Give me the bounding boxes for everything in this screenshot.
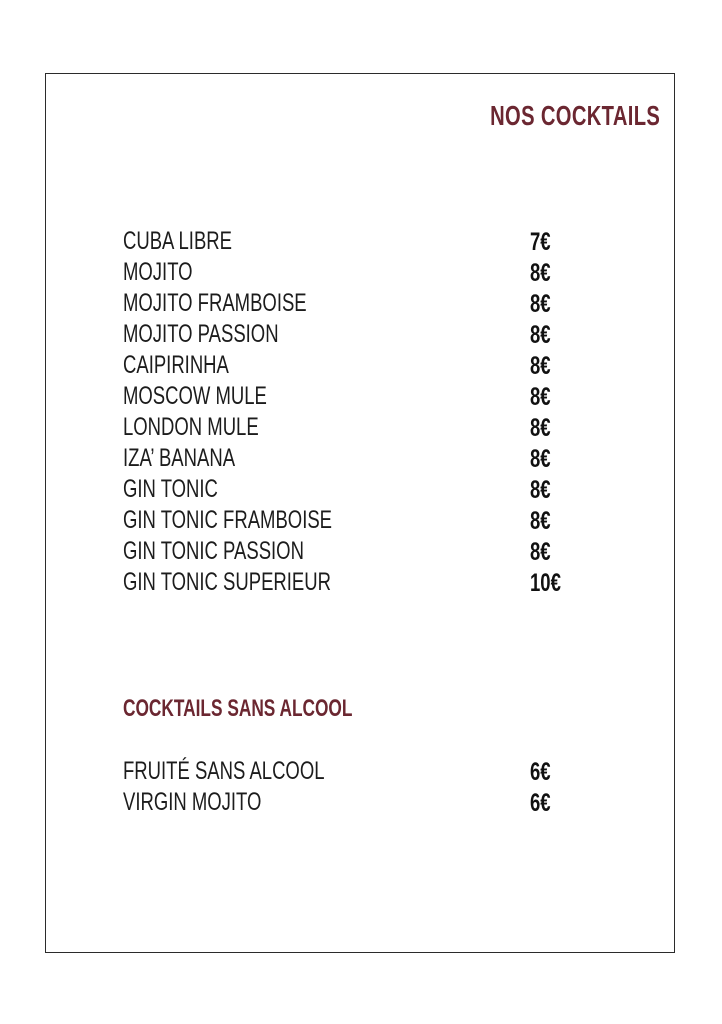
menu-item-name: MOSCOW MULE: [123, 382, 267, 410]
menu-item: [123, 288, 603, 319]
menu-item: [123, 505, 603, 536]
menu-item-price: 8€: [530, 476, 551, 504]
menu-item-name: LONDON MULE: [123, 413, 259, 441]
menu-item-name: CUBA LIBRE: [123, 227, 232, 255]
menu-item-name: MOJITO FRAMBOISE: [123, 289, 307, 317]
menu-item-price: 8€: [530, 538, 551, 566]
menu-item-name: CAIPIRINHA: [123, 351, 229, 379]
menu-item: [123, 443, 603, 474]
menu-item-price: 8€: [530, 290, 551, 318]
menu-item: [123, 474, 603, 505]
menu-item-price: 8€: [530, 352, 551, 380]
menu-item-price: 10€: [530, 569, 561, 597]
menu-item-name: VIRGIN MOJITO: [123, 788, 262, 816]
cocktail-list: [123, 226, 603, 598]
menu-item: [123, 787, 603, 818]
menu-item: [123, 350, 603, 381]
menu-item: [123, 226, 603, 257]
menu-item-name: MOJITO PASSION: [123, 320, 279, 348]
menu-item-name: GIN TONIC: [123, 475, 218, 503]
menu-item-price: 8€: [530, 383, 551, 411]
menu-item-price: 8€: [530, 414, 551, 442]
menu-item-name: GIN TONIC FRAMBOISE: [123, 506, 333, 534]
menu-item-price: 8€: [530, 507, 551, 535]
menu-item: [123, 756, 603, 787]
menu-item-price: 7€: [530, 228, 551, 256]
menu-item-price: 8€: [530, 259, 551, 287]
menu-item-price: 8€: [530, 321, 551, 349]
menu-item-name: IZA’ BANANA: [123, 444, 236, 472]
menu-item-price: 8€: [530, 445, 551, 473]
alcohol-free-list: [123, 756, 603, 818]
menu-item-name: FRUITÉ SANS ALCOOL: [123, 757, 325, 785]
menu-title: NOS COCKTAILS: [489, 100, 660, 131]
menu-item: [123, 536, 603, 567]
menu-item-name: GIN TONIC PASSION: [123, 537, 304, 565]
alcohol-free-section-title: COCKTAILS SANS ALCOOL: [123, 695, 353, 722]
menu-item: [123, 319, 603, 350]
menu-item: [123, 381, 603, 412]
menu-item-price: 6€: [530, 758, 551, 786]
menu-item: [123, 257, 603, 288]
menu-item-name: MOJITO: [123, 258, 193, 286]
menu-item-price: 6€: [530, 789, 551, 817]
menu-item: [123, 567, 603, 598]
menu-item-name: GIN TONIC SUPERIEUR: [123, 568, 331, 596]
menu-item: [123, 412, 603, 443]
